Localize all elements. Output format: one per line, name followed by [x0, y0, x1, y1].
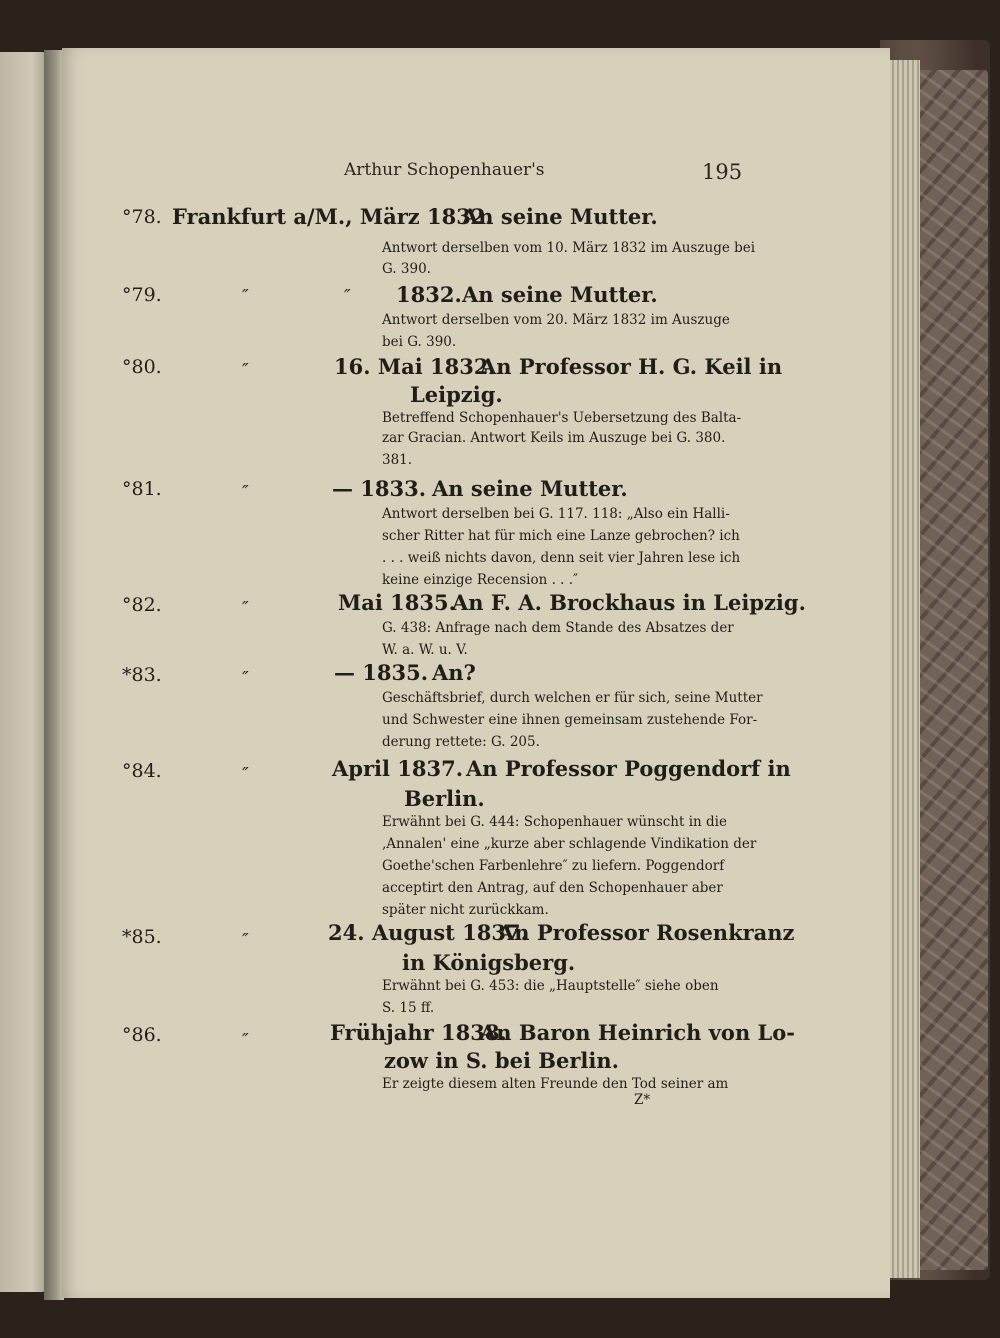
ditto-mark: ″: [242, 482, 249, 503]
entry-number: °82.: [122, 594, 162, 616]
entry-date: April 1837.: [332, 756, 464, 781]
entry-number: *85.: [122, 926, 162, 948]
entry-note-line: ‚Annalen' eine „kurze aber schlagende Vindikation der: [382, 836, 757, 852]
entry-note-line: später nicht zurückkam.: [382, 902, 549, 918]
entry-note-line: derung rettete: G. 205.: [382, 734, 540, 750]
entry-heading: Leipzig.: [410, 382, 503, 407]
page-number: 195: [702, 160, 743, 184]
entry-number: °78.: [122, 206, 162, 228]
entry-note-line: Antwort derselben vom 20. März 1832 im Auszuge: [382, 312, 730, 328]
ditto-mark: ″: [242, 1030, 249, 1051]
marbled-endpaper: [918, 70, 988, 1270]
entry-heading: An seine Mutter.: [462, 282, 658, 307]
entry-date: 24. August 1837.: [328, 920, 528, 945]
entry-heading: An F. A. Brockhaus in Leipzig.: [452, 590, 806, 615]
book-page: [62, 48, 890, 1298]
ditto-mark: ″: [242, 286, 249, 307]
entry-note-line: Geschäftsbrief, durch welchen er für sich, seine Mutter: [382, 690, 763, 706]
entry-note-line: Er zeigte diesem alten Freunde den Tod seiner am: [382, 1076, 729, 1092]
entry-note-line: 381.: [382, 452, 413, 468]
entry-number: °80.: [122, 356, 162, 378]
signature-mark: Z*: [634, 1092, 651, 1108]
entry-heading: An Baron Heinrich von Lo-: [480, 1020, 796, 1045]
ditto-mark: ″: [242, 764, 249, 785]
ditto-mark: ″: [242, 668, 249, 689]
entry-note-line: . . . weiß nichts davon, denn seit vier Jahren lese ich: [382, 550, 741, 566]
entry-heading: An Professor Poggendorf in: [466, 756, 791, 781]
entry-note-line: Antwort derselben vom 10. März 1832 im Auszuge bei: [382, 240, 756, 256]
facing-page-edge: [0, 52, 46, 1292]
entry-number: °84.: [122, 760, 162, 782]
entry-number: °86.: [122, 1024, 162, 1046]
ditto-mark: ″: [242, 598, 249, 619]
entry-note-line: zar Gracian. Antwort Keils im Auszuge bei G. 380.: [382, 430, 726, 446]
entry-note-line: Betreffend Schopenhauer's Uebersetzung des Balta-: [382, 410, 742, 426]
entry-note-line: W. a. W. u. V.: [382, 642, 468, 658]
ditto-mark: ″: [242, 930, 249, 951]
entry-date: 1832.: [396, 282, 462, 307]
entry-note-line: S. 15 ff.: [382, 1000, 435, 1016]
entry-note-line: und Schwester eine ihnen gemeinsam zustehende For-: [382, 712, 758, 728]
entry-heading: An seine Mutter.: [462, 204, 658, 229]
entry-note-line: scher Ritter hat für mich eine Lanze gebrochen? ich: [382, 528, 740, 544]
entry-date: Frühjahr 1838.: [330, 1020, 507, 1045]
entry-note-line: bei G. 390.: [382, 334, 457, 350]
entry-heading: zow in S. bei Berlin.: [384, 1048, 619, 1073]
entry-note-line: Antwort derselben bei G. 117. 118: „Also ein Halli-: [382, 506, 730, 522]
entry-number: °79.: [122, 284, 162, 306]
entry-number: °81.: [122, 478, 162, 500]
entry-note-line: G. 390.: [382, 261, 431, 277]
entry-date: Frankfurt a/M., März 1832.: [172, 204, 493, 229]
entry-date: 16. Mai 1832.: [334, 354, 496, 379]
ditto-mark: ″: [344, 286, 351, 307]
entry-heading: Berlin.: [404, 786, 485, 811]
entry-note-line: G. 438: Anfrage nach dem Stande des Absatzes der: [382, 620, 734, 636]
entry-date: — 1833.: [332, 476, 427, 501]
entry-note-line: Erwähnt bei G. 453: die „Hauptstelle″ siehe oben: [382, 978, 719, 994]
ditto-mark: ″: [242, 360, 249, 381]
entry-date: Mai 1835.: [338, 590, 456, 615]
entry-note-line: acceptirt den Antrag, auf den Schopenhauer aber: [382, 880, 723, 896]
entry-note-line: Goethe'schen Farbenlehre″ zu liefern. Poggendorf: [382, 858, 725, 874]
entry-date: — 1835.: [334, 660, 429, 685]
entry-note-line: keine einzige Recension . . .″: [382, 572, 579, 588]
running-head: Arthur Schopenhauer's: [344, 160, 545, 180]
book-gutter: [44, 50, 64, 1300]
entry-heading: in Königsberg.: [402, 950, 576, 975]
entry-heading: An Professor Rosenkranz: [498, 920, 795, 945]
entry-number: *83.: [122, 664, 162, 686]
entry-heading: An?: [432, 660, 476, 685]
entry-heading: An Professor H. G. Keil in: [480, 354, 783, 379]
entry-heading: An seine Mutter.: [432, 476, 628, 501]
entry-note-line: Erwähnt bei G. 444: Schopenhauer wünscht in die: [382, 814, 727, 830]
